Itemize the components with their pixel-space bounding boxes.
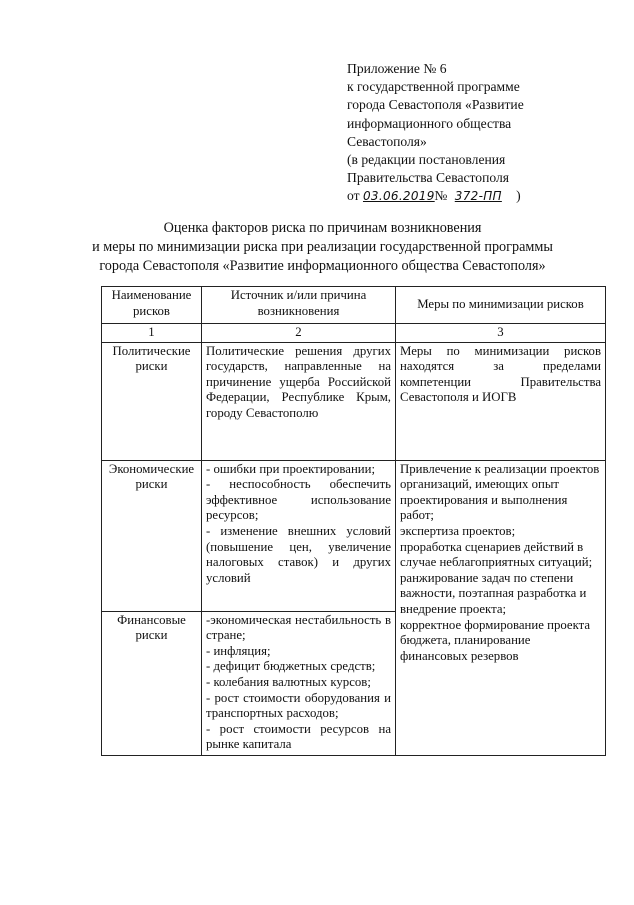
measure-item: Привлечение к реализации проектов организаций, имеющих опыт проектирования и выполнения работ; [400,461,600,523]
source-item: -экономическая нестабильность в стране; [206,612,391,643]
handwritten-date: 03.06.2019 [362,189,435,204]
risk-source [202,460,396,611]
number-label: № [434,188,448,204]
measure-item: проработка сценариев действий в случае неблагоприятных ситуаций; [400,539,593,570]
closing-paren: ) [516,188,521,204]
risk-category: Финансовые риски [102,611,202,755]
column-number-row [102,324,606,343]
source-item: - рост стоимости ресурсов на рынке капитала [206,721,391,752]
handwritten-number: 372-ПП [454,189,502,204]
source-item: - инфляция; [206,643,271,658]
table-header-row [102,287,606,324]
header-risk-name: Наименование рисков [102,287,202,324]
source-item: - ошибки при проектировании; [206,461,376,476]
source-item: - изменение внешних условий (повышение цен, увеличение налоговых ставок) и других условий [206,523,391,585]
source-item: - дефицит бюджетных средств; [206,659,376,674]
header-source: Источник и/или причина возникновения [202,287,396,324]
risk-source [202,611,396,755]
column-number: 2 [202,324,396,343]
appendix-line: (в редакции постановления [347,152,506,168]
risk-category: Экономические риски [102,460,202,611]
appendix-line: города Севастополя «Развитие [347,97,524,113]
appendix-line: Севастополя» [347,133,427,149]
measure-item: Меры по минимизации рисков находятся за пределами компетенции Правительства Севастополя и ИОГВ [400,343,601,405]
decree-date-number-line [347,187,617,205]
appendix-header [347,60,617,206]
table-row-political [102,342,606,460]
table-row-economic [102,460,606,611]
shared-risk-measures [396,460,606,755]
appendix-line: информационного общества [347,115,512,131]
measure-item: ранжирование задач по степени важности, поэтапная разработка и внедрение проекта; [400,570,587,616]
source-item: - колебания валютных курсов; [206,674,371,689]
measure-item: корректное формирование проекта бюджета, планирование финансовых резервов [400,617,591,663]
risk-table [101,286,606,756]
document-title [40,219,605,276]
source-item: Политические решения других государств, направленные на причинение ущерба Российской Федерации, Республике Крым, городу Севастополю [206,343,391,420]
column-number: 1 [102,324,202,343]
column-number: 3 [396,324,606,343]
appendix-line: Приложение № 6 [347,61,447,76]
title-line: и меры по минимизации риска при реализации государственной программы [92,239,553,255]
risk-measures [396,342,606,460]
risk-category: Политические риски [102,342,202,460]
title-line: города Севастополя «Развитие информационного общества Севастополя» [99,258,546,274]
source-item: - неспособность обеспечить эффективное использование ресурсов; [206,477,391,523]
appendix-line: Правительства Севастополя [347,170,510,186]
from-label: от [347,188,360,204]
source-item: - рост стоимости оборудования и транспортных расходов; [206,690,391,721]
header-measures: Меры по минимизации рисков [396,287,606,324]
title-line: Оценка факторов риска по причинам возникновения [163,220,482,236]
measure-item: экспертиза проектов; [400,523,516,538]
appendix-line: к государственной программе [347,79,520,95]
risk-source [202,342,396,460]
